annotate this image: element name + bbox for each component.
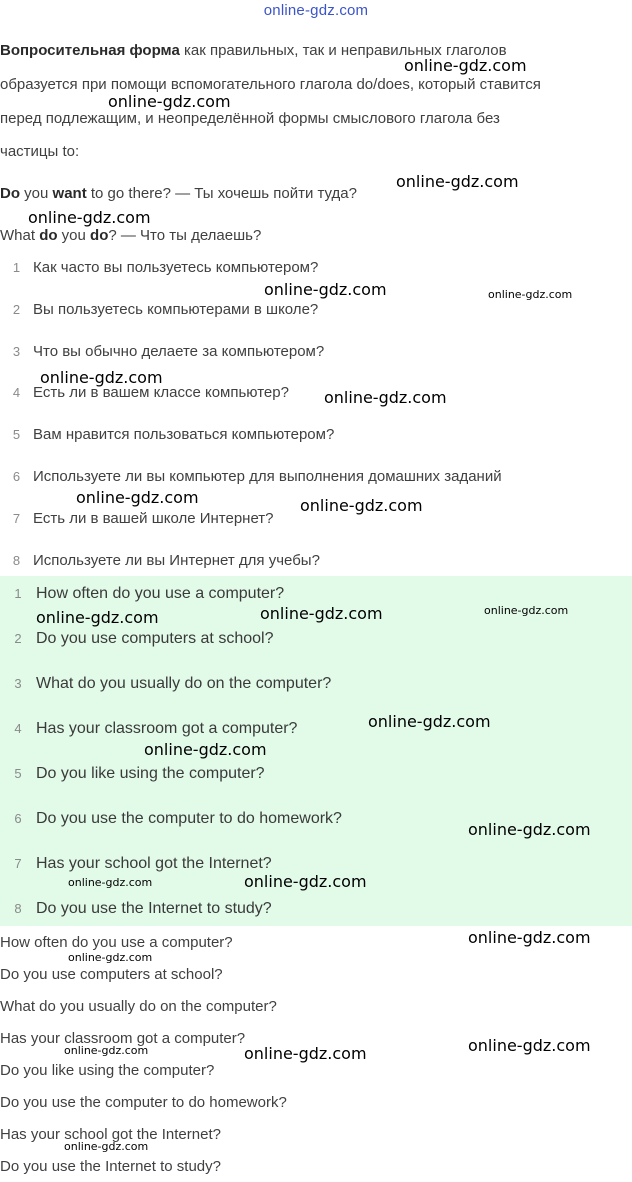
item-text: Как часто вы пользуетесь компьютером? bbox=[33, 259, 319, 276]
item-number: 6 bbox=[14, 811, 22, 826]
item-text: Has your school got the Internet? bbox=[36, 855, 272, 872]
watermark: online-gdz.com bbox=[368, 712, 491, 731]
item-text: Вы пользуетесь компьютерами в школе? bbox=[33, 301, 319, 318]
answer-line-5: Do you like using the computer? bbox=[0, 1062, 215, 1079]
item-number: 1 bbox=[14, 586, 22, 601]
example-2-bold-1: do bbox=[39, 227, 58, 244]
example-2-bold-2: do bbox=[90, 227, 109, 244]
item-number: 2 bbox=[14, 631, 22, 646]
example-2-part-2: you bbox=[57, 227, 91, 244]
item-number: 8 bbox=[14, 901, 22, 916]
header-watermark: online-gdz.com bbox=[263, 2, 369, 19]
answer-line-6: Do you use the computer to do homework? bbox=[0, 1094, 287, 1111]
item-text: Что вы обычно делаете за компьютером? bbox=[33, 343, 325, 360]
item-number: 4 bbox=[14, 721, 22, 736]
watermark: online-gdz.com bbox=[68, 876, 153, 889]
rule-line-4: частицы to: bbox=[0, 143, 80, 160]
ru-item-7 bbox=[0, 510, 274, 530]
item-text: Используете ли вы Интернет для учебы? bbox=[33, 552, 320, 569]
item-number: 1 bbox=[12, 260, 21, 275]
item-number: 5 bbox=[12, 427, 21, 442]
item-text: Есть ли в вашем классе компьютер? bbox=[33, 384, 289, 401]
ru-item-3 bbox=[0, 343, 324, 363]
item-text: Has your classroom got a computer? bbox=[36, 720, 298, 737]
watermark: online-gdz.com bbox=[244, 1044, 367, 1063]
ru-item-8 bbox=[0, 552, 320, 572]
watermark: online-gdz.com bbox=[64, 1044, 149, 1057]
item-text: Do you use the computer to do homework? bbox=[36, 810, 342, 827]
item-number: 6 bbox=[12, 469, 21, 484]
ru-item-5 bbox=[0, 426, 334, 446]
ru-item-6 bbox=[0, 468, 502, 488]
en-item-3 bbox=[0, 675, 331, 693]
item-number: 2 bbox=[12, 302, 21, 317]
watermark: online-gdz.com bbox=[468, 820, 591, 839]
watermark: online-gdz.com bbox=[396, 172, 519, 191]
watermark: online-gdz.com bbox=[36, 608, 159, 627]
watermark: online-gdz.com bbox=[260, 604, 383, 623]
watermark: online-gdz.com bbox=[64, 1140, 149, 1153]
example-2-part-1: What bbox=[0, 227, 40, 244]
item-number: 3 bbox=[14, 676, 22, 691]
example-1-bold-1: Do bbox=[0, 185, 20, 202]
item-text: Используете ли вы компьютер для выполнения домашних заданий bbox=[33, 468, 502, 485]
item-number: 5 bbox=[14, 766, 22, 781]
item-text: Do you like using the computer? bbox=[36, 765, 265, 782]
watermark: online-gdz.com bbox=[468, 928, 591, 947]
en-item-4 bbox=[0, 720, 297, 738]
en-item-8 bbox=[0, 900, 272, 918]
rule-line-1 bbox=[0, 42, 632, 60]
watermark: online-gdz.com bbox=[144, 740, 267, 759]
watermark: online-gdz.com bbox=[244, 872, 367, 891]
rule-line-3: перед подлежащим, и неопределённой формы смыслового глагола без bbox=[0, 110, 500, 127]
rule-line-1-rest: как правильных, так и неправильных глаголов bbox=[179, 42, 507, 59]
watermark: online-gdz.com bbox=[404, 56, 527, 75]
item-number: 7 bbox=[12, 511, 21, 526]
watermark: online-gdz.com bbox=[468, 1036, 591, 1055]
ru-item-1 bbox=[0, 259, 318, 279]
ru-item-4 bbox=[0, 384, 289, 404]
item-text: Do you use computers at school? bbox=[36, 630, 274, 647]
item-text: Do you use the Internet to study? bbox=[36, 900, 272, 917]
answer-line-7: Has your school got the Internet? bbox=[0, 1126, 221, 1143]
en-item-2 bbox=[0, 630, 273, 648]
answer-line-1: How often do you use a computer? bbox=[0, 934, 233, 951]
item-number: 7 bbox=[14, 856, 22, 871]
answer-line-4: Has your classroom got a computer? bbox=[0, 1030, 246, 1047]
watermark: online-gdz.com bbox=[108, 92, 231, 111]
watermark: online-gdz.com bbox=[76, 488, 199, 507]
watermark: online-gdz.com bbox=[28, 208, 151, 227]
watermark: online-gdz.com bbox=[264, 280, 387, 299]
watermark: online-gdz.com bbox=[488, 288, 573, 301]
example-1-part-2: you bbox=[20, 185, 53, 202]
en-item-5 bbox=[0, 765, 265, 783]
watermark: online-gdz.com bbox=[484, 604, 569, 617]
watermark: online-gdz.com bbox=[40, 368, 163, 387]
watermark: online-gdz.com bbox=[324, 388, 447, 407]
en-item-6 bbox=[0, 810, 342, 828]
item-text: What do you usually do on the computer? bbox=[36, 675, 332, 692]
rule-line-2: образуется при помощи вспомогательного глагола do/does, который ставится bbox=[0, 76, 541, 93]
item-number: 3 bbox=[12, 344, 21, 359]
en-item-1 bbox=[0, 585, 284, 603]
example-2-part-3: ? — Что ты делаешь? bbox=[108, 227, 262, 244]
watermark: online-gdz.com bbox=[68, 951, 153, 964]
example-2 bbox=[0, 227, 261, 244]
item-number: 4 bbox=[12, 385, 21, 400]
item-text: Вам нравится пользоваться компьютером? bbox=[33, 426, 335, 443]
item-text: Есть ли в вашей школе Интернет? bbox=[33, 510, 274, 527]
ru-item-2 bbox=[0, 301, 318, 321]
example-1-bold-2: want bbox=[52, 185, 87, 202]
answer-line-3: What do you usually do on the computer? bbox=[0, 998, 277, 1015]
example-1 bbox=[0, 185, 357, 202]
item-text: How often do you use a computer? bbox=[36, 585, 285, 602]
watermark: online-gdz.com bbox=[300, 496, 423, 515]
answer-line-8: Do you use the Internet to study? bbox=[0, 1158, 221, 1175]
answer-line-2: Do you use computers at school? bbox=[0, 966, 223, 983]
rule-bold-term: Вопросительная форма bbox=[0, 42, 180, 59]
example-1-part-3: to go there? — Ты хочешь пойти туда? bbox=[86, 185, 357, 202]
item-number: 8 bbox=[12, 553, 21, 568]
en-item-7 bbox=[0, 855, 272, 873]
